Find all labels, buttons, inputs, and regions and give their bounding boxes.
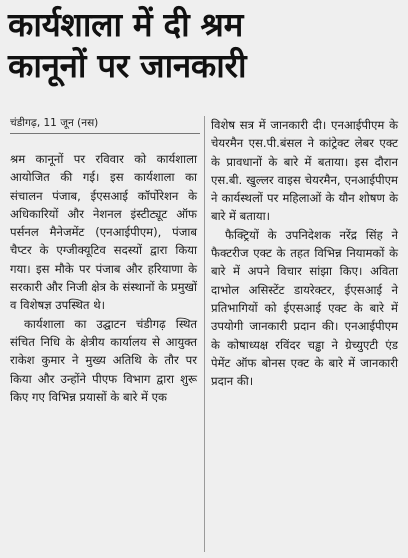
paragraph: विशेष सत्र में जानकारी दी। एनआईपीएम के चेयरमैन एस.पी.बंसल ने कांट्रेक्ट लेबर एक्ट के प्रावधानों के बारे में बताया। इस दौरान एस.बी. खुल्लर वाइस चेयरमैन, एनआईपीएम ने कार्यस्थलों पर महिलाओं के यौन शोषण के बारे में बताया। <box>211 118 398 224</box>
headline <box>8 4 400 86</box>
headline-line-2: कानूनों पर जानकारी <box>8 46 247 85</box>
paragraph: फैक्ट्रियों के उपनिदेशक नरेंद्र सिंह ने फैक्टरीज एक्ट के तहत विभिन्न नियामकों के बारे में अपने विचार सांझा किए। अविता दाभोल असिस्टेंट डायरेक्टर, ईएसआई ने प्रतिभागियों को ईएसआई एक्ट के बारे में उपयोगी जानकारी प्रदान की। एनआईपीएम के कोषाध्यक्ष रविंदर चड्ढा ने ग्रेच्युएटी एंड पेमेंट ऑफ बोनस एक्ट के बारे में जानकारी प्रदान की। <box>211 227 398 389</box>
dateline: चंडीगढ़, 11 जून (नस) <box>10 116 200 134</box>
column-divider <box>204 116 205 552</box>
paragraph: कार्यशाला का उद्घाटन चंडीगढ़ स्थित संचित निधि के क्षेत्रीय कार्यालय से आयुक्त राकेश कुमार ने मुख्य अतिथि के तौर पर किया और उन्होंने पीएफ विभाग द्वारा शुरू किए गए विभिन्न प्रयासों के बारे में एक <box>10 316 197 404</box>
paragraph: श्रम कानूनों पर रविवार को कार्यशाला आयोजित की गई। इस कार्यशाला का संचालन पंजाब, ईएसआई कॉर्पोरेशन के अधिकारियों और नेशनल इंस्टीट्यूट ऑफ पर्सनल मैनेजमेंट (एनआईपीएम), पंजाब चैप्टर के एग्जीक्यूटिव सदस्यों द्वारा किया गया। इस मौके पर पंजाब और हरियाणा के सरकारी और निजी क्षेत्र के संस्थानों के प्रमुखों व विशेषज्ञ उपस्थित थे। <box>10 152 197 313</box>
headline-line-1: कार्यशाला में दी श्रम <box>8 5 244 44</box>
article-column-right <box>211 116 398 390</box>
article-column-left <box>10 150 197 406</box>
